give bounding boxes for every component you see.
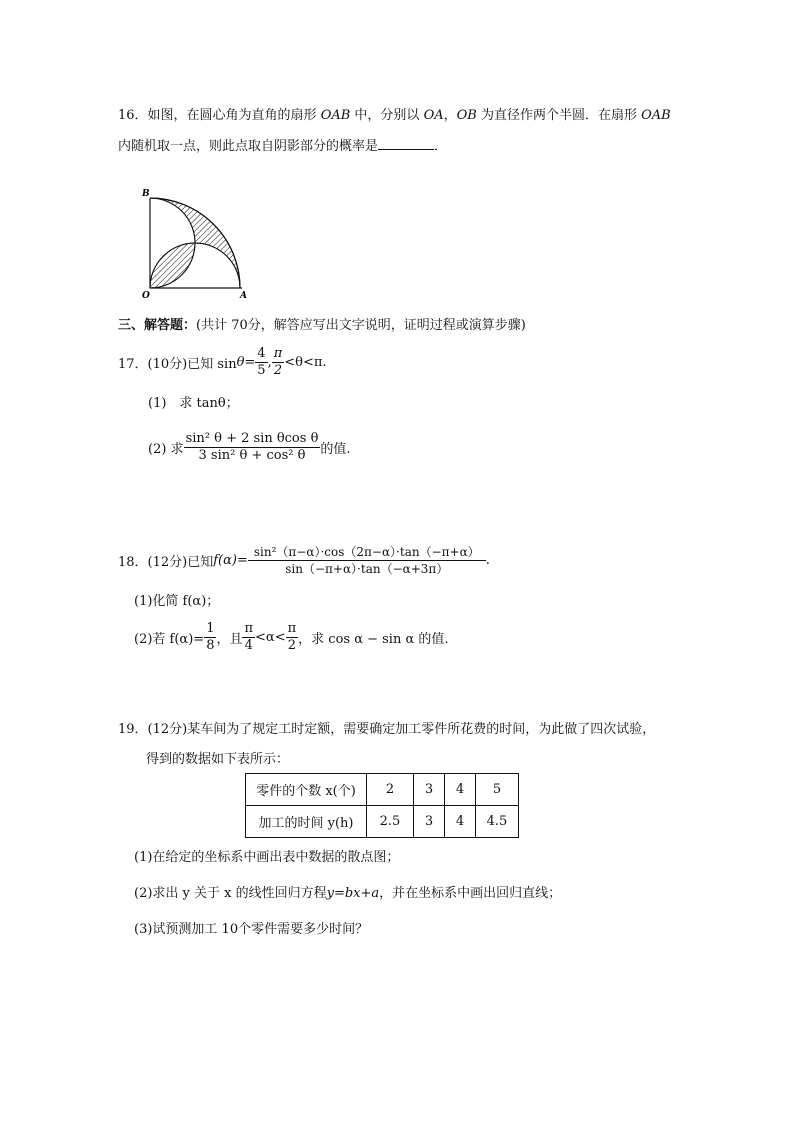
q16-line2: 内随机取一点，则此点取自阴影部分的概率是 ． — [118, 139, 448, 154]
sector-figure — [138, 180, 258, 300]
q18-part1: (1)化简 f(α)； — [134, 594, 220, 609]
table-cell: 2 — [367, 774, 414, 806]
q18-stem: 18．(12分)已知 f(α) = $\frac{\text{sin²（π−α）·cos（2π−α）·tan（−π+α）}}{\sin(-\pi+\alpha)\cdot\tan(-\alpha+3\pi)}$ . — [118, 544, 490, 576]
label-o: O — [142, 291, 150, 300]
table-cell: 4.5 — [476, 806, 519, 838]
answer-blank — [378, 137, 434, 150]
table-cell: 3 — [414, 806, 445, 838]
q19-line2: 得到的数据如下表所示： — [146, 752, 290, 767]
row-label-count: 零件的个数 x(个) — [246, 774, 367, 806]
q19-line1: 19．(12分)某车间为了规定工时定额，需要确定加工零件所花费的时间，为此做了四次试验， — [118, 722, 656, 737]
q17-part1: (1) 求 tanθ； — [148, 396, 239, 411]
data-table — [245, 773, 519, 838]
row-label-time: 加工的时间 y(h) — [246, 806, 367, 838]
q17-stem: 17．(10分)已知 sin θ = $\frac{4}{5}$ , $\frac{\pi}{2}$ <θ<π. — [118, 345, 327, 378]
q19-part3: (3)试预测加工 10个零件需要多少时间？ — [134, 922, 369, 937]
q19-part1: (1)在给定的坐标系中画出表中数据的散点图； — [134, 850, 400, 865]
lens-shade — [150, 243, 195, 288]
table-cell: 4 — [445, 806, 476, 838]
q18-part2: (2)若 f(α)= $\frac{1}{8}$ ，且 $\frac{\pi}{4}$ <α< $\frac{\pi}{2}$ ，求 cos α − sin α 的值. — [134, 620, 449, 653]
label-b: B — [142, 189, 150, 199]
label-a: A — [240, 291, 247, 300]
q19-part2: (2)求出 y 关于 x 的线性回归方程y=bx+a，并在坐标系中画出回归直线； — [134, 886, 562, 901]
table-row — [246, 806, 519, 838]
table-row — [246, 774, 519, 806]
table-cell: 2.5 — [367, 806, 414, 838]
q16-line1: 16．如图，在圆心角为直角的扇形 OAB 中，分别以 OA，OB 为直径作两个半圆．在扇形 OAB — [118, 108, 671, 123]
table-cell: 3 — [414, 774, 445, 806]
table-cell: 5 — [476, 774, 519, 806]
regression-equation: y=bx+a — [326, 886, 380, 901]
q17-part2: (2) 求 $\frac{\text{sin² θ + 2 sin θcos θ}}{\text{3 sin² θ + cos² θ}}$ 的值. — [148, 430, 351, 463]
table-cell: 4 — [445, 774, 476, 806]
section-three-header: 三、解答题：(共计 70分，解答应写出文字说明，证明过程或演算步骤) — [118, 318, 526, 333]
